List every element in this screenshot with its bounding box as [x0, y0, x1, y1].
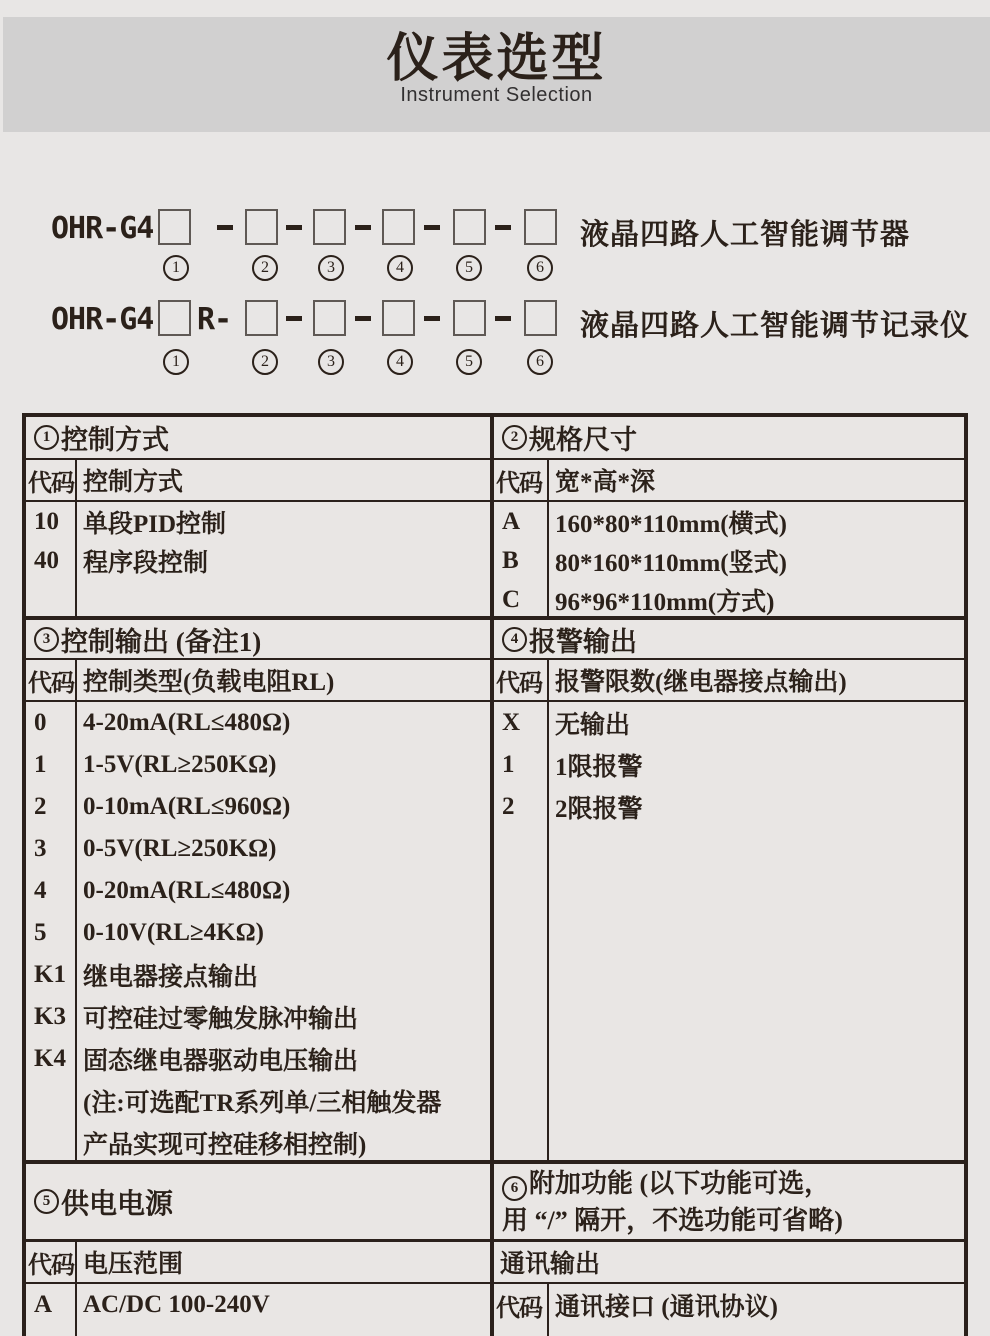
section-title-row — [26, 417, 964, 460]
circled-number-icon: 3 — [34, 627, 59, 652]
model-infix: R- — [197, 302, 232, 337]
code-cell: C — [502, 585, 521, 613]
desc-cell: 80*160*110mm(竖式) — [555, 549, 787, 577]
code-cell: 40 — [34, 546, 59, 574]
comm-output-header: 通讯输出 — [500, 1251, 601, 1278]
col-header-desc: 报警限数(继电器接点输出) — [555, 669, 847, 696]
code-cell: K3 — [34, 1003, 66, 1030]
section-title-row — [26, 620, 964, 660]
dash-separator — [495, 316, 511, 321]
dash-separator — [355, 316, 371, 321]
dash-separator — [495, 225, 511, 230]
page-title: 仪表选型 — [386, 30, 607, 88]
col-header-code: 代码 — [496, 470, 542, 497]
section3-data — [26, 702, 494, 1160]
code-cell: A — [34, 1291, 53, 1318]
dash-separator — [355, 225, 371, 230]
desc-cell: 4-20mA(RL≤480Ω) — [83, 709, 291, 736]
desc-cell: 160*80*110mm(横式) — [555, 510, 787, 538]
code-cell: 1 — [502, 751, 515, 778]
data-row-area — [26, 702, 964, 1164]
code-cell: K1 — [34, 961, 66, 988]
code-cell: X — [502, 709, 521, 736]
code-cell: 5 — [34, 919, 47, 946]
header-band — [3, 17, 990, 132]
section6-title: 6 附加功能 (以下功能可选， 用 “/” 隔开，不选功能可省略) — [502, 1168, 843, 1235]
code-cell: 3 — [34, 835, 47, 862]
circled-number-icon: 6 — [527, 255, 553, 281]
code-box — [382, 209, 415, 245]
code-box — [158, 300, 191, 336]
code-cell: 0 — [34, 709, 47, 736]
col-header-desc: 宽*高*深 — [555, 469, 656, 496]
dash-separator — [286, 316, 302, 321]
desc-cell: 单段PID控制 — [83, 510, 227, 538]
circled-number-icon: 2 — [252, 255, 278, 281]
desc-cell: 2限报警 — [555, 796, 643, 823]
section1-title: 1 控制方式 — [26, 417, 490, 458]
circled-number-icon: 2 — [502, 425, 527, 450]
code-box — [313, 300, 346, 336]
col-header-code: 代码 — [28, 470, 74, 497]
col-header-desc: 控制方式 — [83, 469, 184, 496]
desc-cell: 可控硅过零触发脉冲输出 — [83, 1006, 359, 1033]
circled-number-icon: 5 — [34, 1189, 59, 1214]
code-box — [313, 209, 346, 245]
desc-cell: (注:可选配TR系列单/三相触发器 — [83, 1090, 442, 1117]
col-header-code: 代码 — [28, 670, 74, 697]
desc-cell: 0-10mA(RL≤960Ω) — [83, 793, 291, 820]
desc-cell: 固态继电器驱动电压输出 — [83, 1048, 359, 1075]
code-cell — [26, 1080, 75, 1122]
code-cell: 4 — [34, 877, 47, 904]
code-box — [382, 300, 415, 336]
code-cell: 2 — [34, 793, 47, 820]
circled-number-icon: 1 — [163, 255, 189, 281]
code-box — [524, 209, 557, 245]
model-description: 液晶四路人工智能调节记录仪 — [580, 310, 971, 342]
desc-cell: 1-5V(RL≥250KΩ) — [83, 751, 277, 778]
desc-cell: 继电器接点输出 — [83, 964, 259, 991]
circled-number-icon: 1 — [34, 425, 59, 450]
section4-title: 4 报警输出 — [494, 620, 964, 658]
code-box — [524, 300, 557, 336]
col-header-desc: 控制类型(负载电阻RL) — [83, 669, 335, 696]
subheader-row — [26, 460, 964, 502]
model-prefix: OHR-G4 — [51, 302, 154, 337]
model-prefix: OHR-G4 — [51, 211, 154, 246]
circled-number-icon: 4 — [502, 627, 527, 652]
desc-cell: 1限报警 — [555, 754, 643, 781]
circled-number-icon: 5 — [456, 349, 482, 375]
code-cell: K4 — [34, 1045, 66, 1072]
data-row-area — [26, 502, 964, 620]
model-description: 液晶四路人工智能调节器 — [580, 219, 911, 251]
code-cell: 2 — [502, 793, 515, 820]
desc-cell: 产品实现可控硅移相控制) — [83, 1132, 367, 1159]
circled-number-icon: 6 — [502, 1176, 527, 1201]
col-header-desc: 通讯接口 (通讯协议) — [555, 1294, 778, 1321]
section2-title: 2 规格尺寸 — [494, 417, 964, 458]
code-cell — [26, 1122, 75, 1164]
section5-data — [26, 1284, 494, 1336]
circled-number-icon: 4 — [387, 349, 413, 375]
code-box — [245, 209, 278, 245]
subheader-row — [26, 660, 964, 702]
col-header-desc: 电压范围 — [83, 1251, 184, 1278]
code-cell: 1 — [34, 751, 47, 778]
section1-data — [26, 502, 494, 616]
dash-separator — [424, 225, 440, 230]
selection-table — [22, 413, 968, 1336]
circled-number-icon: 3 — [318, 255, 344, 281]
desc-cell: 96*96*110mm(方式) — [555, 588, 775, 616]
col-header-code: 代码 — [496, 1295, 542, 1322]
desc-cell: 0-5V(RL≥250KΩ) — [83, 835, 277, 862]
circled-number-icon: 3 — [318, 349, 344, 375]
circled-number-icon: 2 — [252, 349, 278, 375]
code-box — [158, 209, 191, 245]
dash-separator — [217, 225, 233, 230]
section3-title: 3 控制输出 (备注1) — [26, 620, 490, 658]
code-cell: B — [502, 546, 519, 574]
code-cell: A — [502, 507, 521, 535]
circled-number-icon: 4 — [387, 255, 413, 281]
code-box — [453, 209, 486, 245]
code-cell: 10 — [34, 507, 59, 535]
code-box — [245, 300, 278, 336]
desc-cell: 无输出 — [555, 712, 631, 739]
section4-data — [494, 702, 964, 1160]
section5-title: 5 供电电源 — [26, 1164, 490, 1239]
dash-separator — [286, 225, 302, 230]
desc-cell: 0-20mA(RL≤480Ω) — [83, 877, 291, 904]
desc-cell: 0-10V(RL≥4KΩ) — [83, 919, 264, 946]
section-title-row — [26, 1164, 964, 1242]
circled-number-icon: 5 — [456, 255, 482, 281]
code-box — [453, 300, 486, 336]
dash-separator — [424, 316, 440, 321]
data-row-area — [26, 1284, 964, 1336]
desc-cell: 程序段控制 — [83, 549, 209, 577]
circled-number-icon: 1 — [163, 349, 189, 375]
desc-cell: AC/DC 100-240V — [83, 1291, 270, 1318]
col-header-code: 代码 — [28, 1252, 74, 1279]
section2-data — [494, 502, 964, 616]
subheader-row — [26, 1242, 964, 1284]
col-header-code: 代码 — [496, 670, 542, 697]
circled-number-icon: 6 — [527, 349, 553, 375]
page-subtitle: Instrument Selection — [400, 84, 593, 106]
